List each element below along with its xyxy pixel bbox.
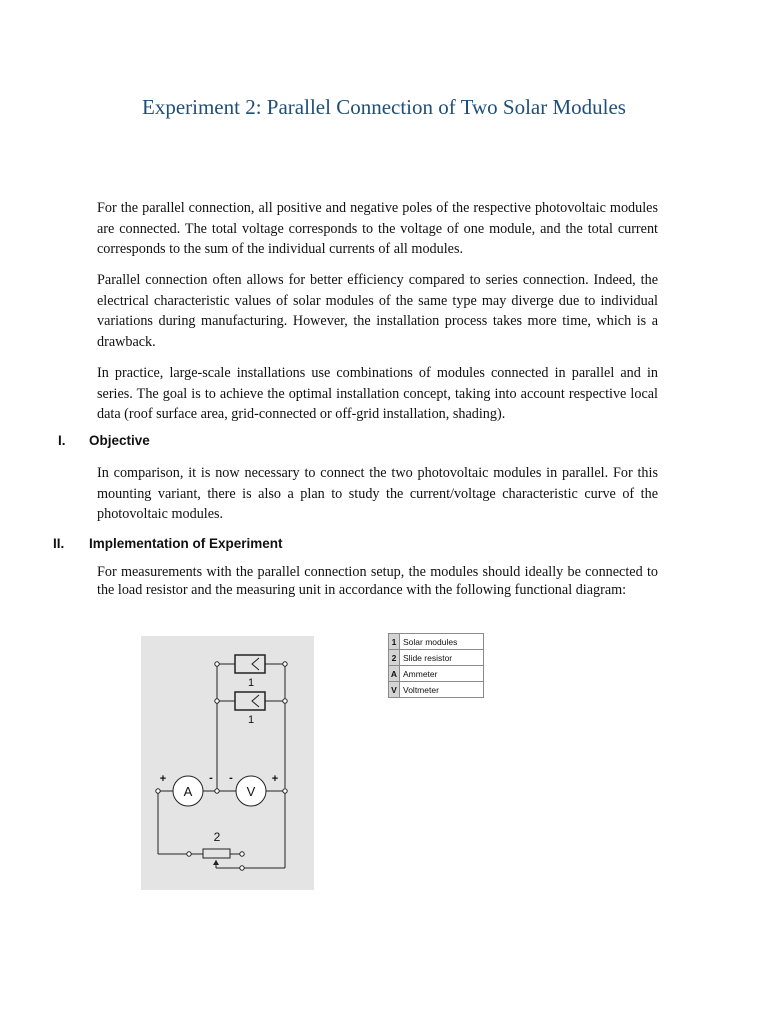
legend-row bbox=[389, 682, 484, 698]
legend-label: Slide resistor bbox=[400, 650, 484, 666]
legend-key: A bbox=[389, 666, 400, 682]
legend-key: V bbox=[389, 682, 400, 698]
ammeter-minus-sign: - bbox=[209, 772, 213, 784]
legend-label: Solar modules bbox=[400, 634, 484, 650]
section-heading-objective: Objective bbox=[89, 433, 150, 448]
implementation-paragraph: For measurements with the parallel connection setup, the modules should ideally be connected to the load resistor and the measuring unit in accordance with the following functional diagram: bbox=[97, 564, 658, 598]
ammeter-plus-sign: + bbox=[159, 773, 167, 785]
circuit-diagram bbox=[141, 636, 314, 890]
voltmeter-minus-sign: - bbox=[229, 772, 233, 784]
legend-label: Ammeter bbox=[400, 666, 484, 682]
module-label-bottom: 1 bbox=[247, 714, 255, 726]
legend-row bbox=[389, 666, 484, 682]
legend-key: 2 bbox=[389, 650, 400, 666]
section-number-objective: I. bbox=[58, 433, 66, 448]
legend-key: 1 bbox=[389, 634, 400, 650]
legend-table bbox=[388, 633, 484, 698]
ammeter-symbol: A bbox=[183, 784, 193, 799]
efficiency-paragraph: Parallel connection often allows for better efficiency compared to series connection. Indeed, the electrical characteristic values of solar modules of the same type may diverge due to individual variations during manufacturing. However, the installation process takes more time, which is a drawback. bbox=[97, 272, 658, 350]
voltmeter-plus-sign: + bbox=[271, 773, 279, 785]
legend-row bbox=[389, 650, 484, 666]
resistor-label: 2 bbox=[213, 830, 221, 844]
intro-paragraph: For the parallel connection, all positive and negative poles of the respective photovoltaic modules are connected. The total voltage corresponds to the voltage of one module, and the total current corresponds to the sum of the individual currents of all modules. bbox=[97, 200, 658, 257]
objective-paragraph: In comparison, it is now necessary to connect the two photovoltaic modules in parallel. For this mounting variant, there is also a plan to study the current/voltage characteristic curve of the photovoltaic modules. bbox=[97, 465, 658, 522]
page-title: Experiment 2: Parallel Connection of Two Solar Modules bbox=[142, 95, 626, 119]
section-number-implementation: II. bbox=[53, 536, 65, 551]
module-label-top: 1 bbox=[247, 677, 255, 689]
voltmeter-symbol: V bbox=[246, 784, 256, 799]
section-heading-implementation: Implementation of Experiment bbox=[89, 536, 283, 551]
legend-label: Voltmeter bbox=[400, 682, 484, 698]
legend-row bbox=[389, 634, 484, 650]
practice-paragraph: In practice, large-scale installations use combinations of modules connected in parallel and in series. The goal is to achieve the optimal installation concept, taking into account respective local data (roof surface area, grid-connected or off-grid installation, shading). bbox=[97, 365, 658, 422]
